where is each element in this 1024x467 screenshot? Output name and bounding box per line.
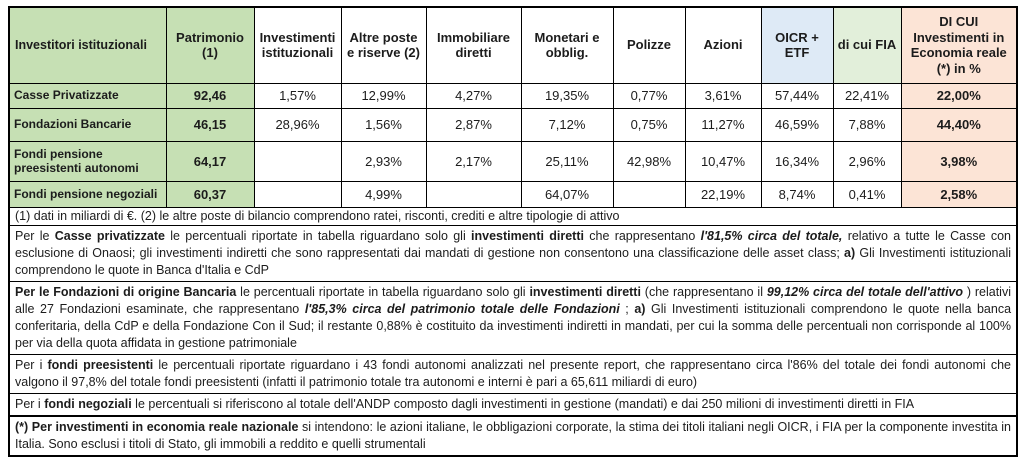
col-header-polizze: Polizze [613, 7, 685, 83]
footnote-units [9, 207, 1017, 225]
value-cell: 4,27% [426, 83, 521, 108]
note-casse-privatizzate [9, 225, 1017, 281]
value-cell: 19,35% [521, 83, 613, 108]
col-header-immobiliare-diretti: Immobiliare diretti [426, 7, 521, 83]
text-run: le percentuali riportate in tabella riguardano solo gli [164, 228, 472, 243]
text-run: si intendono: le azioni italiane, le obbligazioni corporate, la stima dei titoli italiani negli OICR, i FIA per la componente investita in Italia. Sono esclusi i titoli di Stato, gli immobili a reddito e quelli strumentali [15, 419, 1011, 451]
value-cell [254, 181, 341, 207]
table-row-casse-privatizzate [9, 83, 1017, 108]
text-run: l'81,5% circa del totale, [700, 228, 843, 243]
text-run: le percentuali riportate riguardano i 43 fondi autonomi analizzati nel presente report, che rappresentano circa l'86% del totale dei fondi autonomi che valgono il 97,8% del totale fondi preesistenti (infatti il patrimonio totale tra autonomi e interni è pari a 65,611 miliardi di euro) [15, 357, 1011, 389]
value-cell: 0,41% [833, 181, 901, 207]
value-cell: 46,15 [166, 108, 254, 141]
text-run: investimenti diretti [529, 284, 641, 299]
value-cell: 60,37 [166, 181, 254, 207]
value-cell: 42,98% [613, 141, 685, 181]
text-run: le percentuali riportate in tabella riguardano solo gli [236, 284, 530, 299]
value-cell: 22,41% [833, 83, 901, 108]
value-cell: 7,88% [833, 108, 901, 141]
value-cell: 64,07% [521, 181, 613, 207]
text-run: a) [634, 301, 646, 316]
text-run: a) [844, 245, 856, 260]
value-cell: 92,46 [166, 83, 254, 108]
text-run: Per i [15, 396, 45, 411]
value-cell: 25,11% [521, 141, 613, 181]
text-run: l'85,3% circa del patrimonio totale delle Fondazioni [304, 301, 620, 316]
note-fondi-negoziali-row [9, 393, 1017, 416]
note-fondi-negoziali [9, 393, 1017, 416]
value-cell: 16,34% [761, 141, 833, 181]
col-header-di-cui-fia: di cui FIA [833, 7, 901, 83]
text-run: 99,12% circa del totale dell'attivo [766, 284, 964, 299]
text-run: Casse privatizzate [54, 228, 165, 243]
col-header-oicr-etf: OICR + ETF [761, 7, 833, 83]
note-fondazioni-bancarie [9, 281, 1017, 354]
table-row-fondazioni-bancarie [9, 108, 1017, 141]
col-header-economia-reale: DI CUI Investimenti in Economia reale (*) in % [901, 7, 1017, 83]
table-row-fondi-negoziali [9, 181, 1017, 207]
row-label: Casse Privatizzate [9, 83, 166, 108]
value-cell: 8,74% [761, 181, 833, 207]
value-cell: 22,19% [685, 181, 761, 207]
value-cell: 44,40% [901, 108, 1017, 141]
value-cell: 1,57% [254, 83, 341, 108]
value-cell: 3,61% [685, 83, 761, 108]
value-cell: 1,56% [341, 108, 426, 141]
value-cell: 2,58% [901, 181, 1017, 207]
footnote-units-row [9, 207, 1017, 225]
note-fondi-preesistenti-row [9, 354, 1017, 393]
value-cell [426, 181, 521, 207]
value-cell: 0,77% [613, 83, 685, 108]
text-run: che rappresentano [583, 228, 701, 243]
value-cell: 2,96% [833, 141, 901, 181]
institutional-investors-table [8, 6, 1018, 457]
header-row [9, 7, 1017, 83]
text-run: Gli Investimenti istituzionali comprendono le quote in Banca d'Italia e CdP [15, 245, 1012, 277]
col-header-altre-poste: Altre poste e riserve (2) [341, 7, 426, 83]
value-cell: 10,47% [685, 141, 761, 181]
value-cell: 2,17% [426, 141, 521, 181]
value-cell: 46,59% [761, 108, 833, 141]
value-cell: 28,96% [254, 108, 341, 141]
value-cell: 12,99% [341, 83, 426, 108]
value-cell: 4,99% [341, 181, 426, 207]
text-run: ; [619, 301, 635, 316]
note-economia-reale-row [9, 416, 1017, 456]
col-header-monetari-obblig: Monetari e obblig. [521, 7, 613, 83]
text-run: (che rappresentano il [640, 284, 767, 299]
value-cell: 11,27% [685, 108, 761, 141]
col-header-investimenti-istituzionali: Investimenti istituzionali [254, 7, 341, 83]
value-cell: 2,93% [341, 141, 426, 181]
text-run: Per le [15, 228, 55, 243]
text-run: Per le Fondazioni di origine Bancaria [15, 284, 237, 299]
table-row-fondi-preesistenti [9, 141, 1017, 181]
row-label: Fondi pensione negoziali [9, 181, 166, 207]
row-label: Fondazioni Bancarie [9, 108, 166, 141]
value-cell [613, 181, 685, 207]
value-cell: 22,00% [901, 83, 1017, 108]
text-run: ) relativi alle 27 Fondazioni esaminate, che rappresentano [15, 284, 1011, 316]
value-cell [254, 141, 341, 181]
text-run: relativo a tutte le Casse con esclusione di Onaosi; gli investimenti indiretti che sono rappresentati dai mandati di gestione non consentono una classificazione delle asset class; [15, 228, 1011, 260]
row-label: Fondi pensione preesistenti autonomi [9, 141, 166, 181]
note-fondi-preesistenti [9, 354, 1017, 393]
text-run: investimenti diretti [471, 228, 584, 243]
value-cell: 0,75% [613, 108, 685, 141]
text-run: fondi preesistenti [47, 357, 154, 372]
text-run: Gli Investimenti istituzionali comprendono le quote nella banca conferitaria, della CdP e della Fondazione Con il Sud; il restante 0,88% è costituito da investimenti indiretti in mandati, per cui la somma delle percentuali non corrisponde al 100% per via della quota affidata in gestione patrimoniale [15, 301, 1012, 350]
note-fondazioni-bancarie-row [9, 281, 1017, 354]
col-header-investitori-istituzionali: Investitori istituzionali [9, 7, 166, 83]
value-cell: 2,87% [426, 108, 521, 141]
col-header-azioni: Azioni [685, 7, 761, 83]
col-header-patrimonio: Patrimonio (1) [166, 7, 254, 83]
value-cell: 57,44% [761, 83, 833, 108]
text-run: Per i [15, 357, 48, 372]
text-run: (1) dati in miliardi di €. (2) le altre poste di bilancio comprendono ratei, risconti, crediti e altre tipologie di attivo [15, 209, 620, 223]
note-casse-privatizzate-row [9, 225, 1017, 281]
value-cell: 7,12% [521, 108, 613, 141]
text-run: le percentuali si riferiscono al totale dell'ANDP composto dagli investimenti in gestione (mandati) e dai 250 milioni di investimenti diretti in FIA [131, 396, 915, 411]
value-cell: 64,17 [166, 141, 254, 181]
value-cell: 3,98% [901, 141, 1017, 181]
note-economia-reale [9, 416, 1017, 456]
text-run: (*) Per investimenti in economia reale nazionale [15, 419, 299, 434]
text-run: fondi negoziali [44, 396, 132, 411]
